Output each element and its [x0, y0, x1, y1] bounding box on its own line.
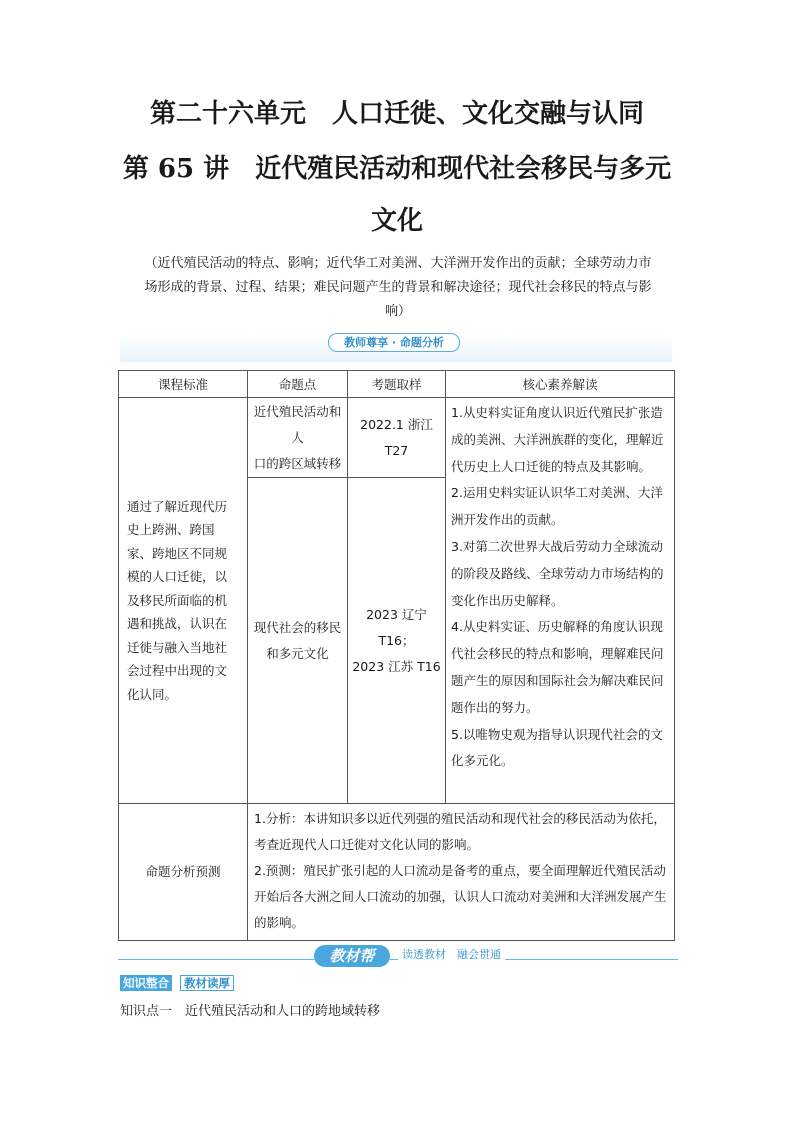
section-tag: 教师尊享 · 命题分析 — [328, 333, 460, 352]
header-standard: 课程标准 — [119, 371, 248, 398]
lecture-title: 第 65 讲 近代殖民活动和现代社会移民与多元 — [122, 154, 672, 184]
table-header-row — [119, 371, 675, 398]
analysis-content: 1.分析：本讲知识多以近代列强的殖民活动和现代社会的移民活动为依托，考查近现代人口迁徙对文化认同的影响。 2.预测：殖民扩张引起的人口流动是备考的重点，要全面理解近代殖民活动开始后各大洲之间人口流动的加强，认识人口流动对美洲和大洋洲发展产生的影响。 — [248, 804, 675, 941]
table-row — [119, 804, 675, 941]
header-sample: 考题取样 — [348, 371, 446, 398]
badge-knowledge: 知识整合 — [120, 975, 172, 991]
band-subtitle: 读透教材 融会贯通 — [398, 947, 505, 963]
point-cell-1: 近代殖民活动和 人 口的跨区域转移 — [248, 398, 348, 478]
core-literacy: 1.从史料实证角度认识近代殖民扩张造成的美洲、大洋洲族群的变化，理解近代历史上人口迁徙的特点及其影响。 2.运用史料实证认识华工对美洲、大洋洲开发作出的贡献。 3.对第二次世界大战后劳动力全球流动的阶段及路线、全球劳动力市场结构的变化作出历史解释。 4.从史料实证、历史解释的角度认识现代社会移民的特点和影响，理解难民问题产生的原因和国际社会为解决难民问题作出的努力。 5.以唯物史观为指导认识现代社会的文化多元化。 — [446, 398, 675, 804]
lecture-title-cont: 文化 — [370, 206, 423, 236]
table-row — [119, 398, 675, 478]
analysis-label: 命题分析预测 — [119, 804, 248, 941]
unit-title: 第二十六单元 人口迁徙、文化交融与认同 — [149, 99, 644, 129]
sample-cell-2: 2023 辽宁 T16； 2023 江苏 T16 — [348, 478, 446, 804]
scope-note: （近代殖民活动的特点、影响；近代华工对美洲、大洋洲开发作出的贡献；全球劳动力市 场形成的背景、过程、结果；难民问题产生的背景和解决途径；现代社会移民的特点与影 响） — [144, 256, 652, 319]
badge-textbook: 教材读厚 — [180, 975, 234, 991]
knowledge-point-heading: 知识点一 近代殖民活动和人口的跨地域转移 — [120, 1004, 381, 1019]
curriculum-standard: 通过了解近现代历史上跨洲、跨国家、跨地区不同规模的人口迁徙，以及移民所面临的机遇和挑战，认识在迁徙与融入当地社会过程中出现的文化认同。 — [119, 398, 248, 804]
header-core: 核心素养解读 — [446, 371, 675, 398]
sample-cell-1: 2022.1 浙江 T27 — [348, 398, 446, 478]
curriculum-table — [118, 370, 675, 941]
band-tag: 教材帮 — [314, 945, 390, 967]
point-cell-2: 现代社会的移民 和多元文化 — [248, 478, 348, 804]
textbook-band — [118, 945, 678, 965]
header-point: 命题点 — [248, 371, 348, 398]
